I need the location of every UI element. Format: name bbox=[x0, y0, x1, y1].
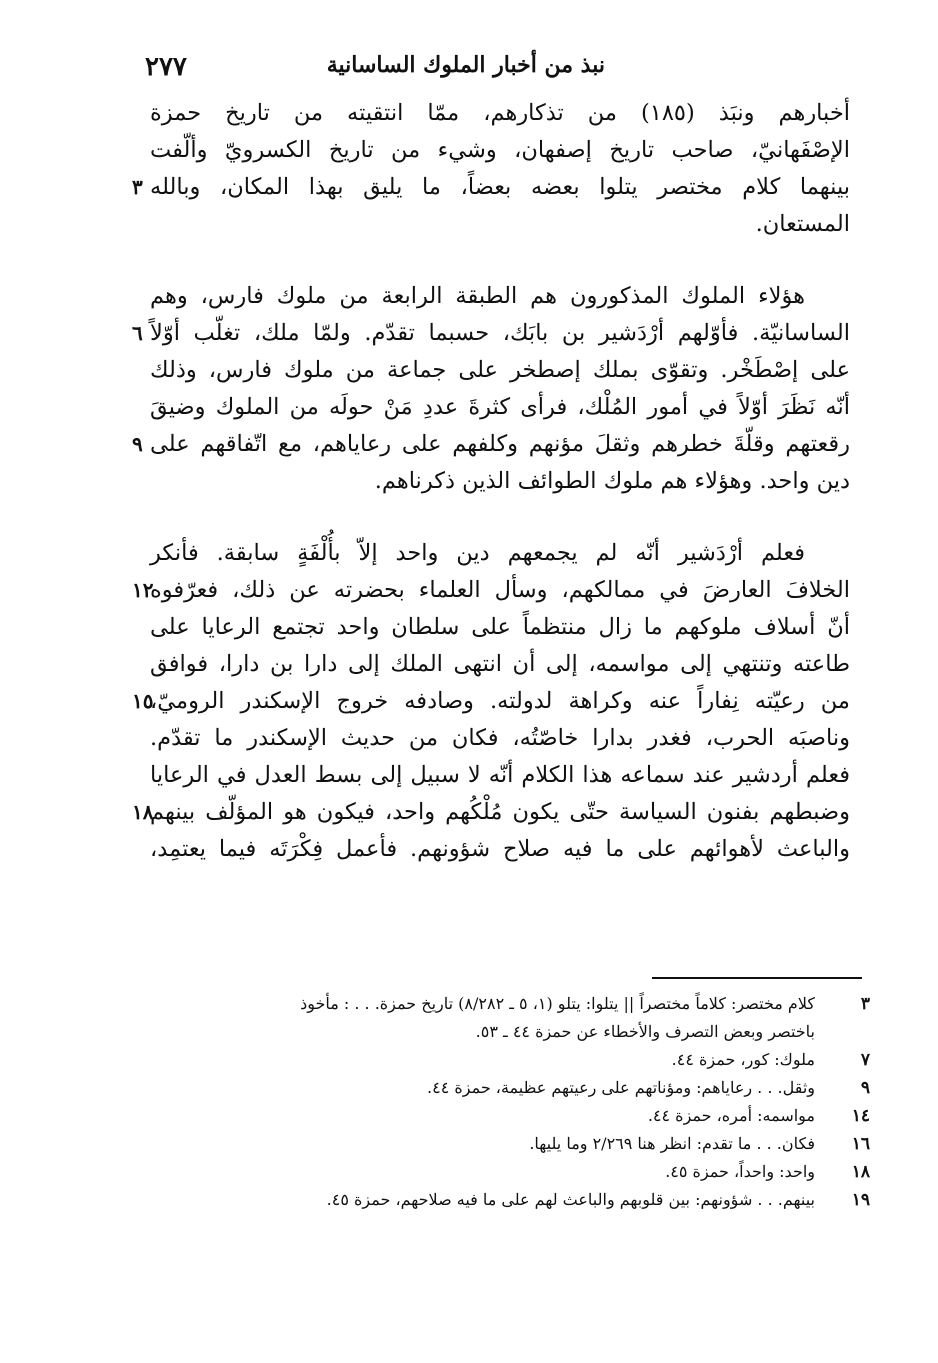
footnote-number: ٩ bbox=[860, 1078, 870, 1098]
text-line: أنّ أسلاف ملوكهم ما زال منتظماً على سلطان واحد تجتمع الرعايا على bbox=[150, 614, 850, 640]
line-number: ١٢ bbox=[132, 578, 154, 602]
text-line: وناصبَه الحرب، فغدر بدارا خاصّتُه، فكان من حديث الإسكندر ما تقدّم. bbox=[150, 725, 850, 751]
footnote-item bbox=[180, 1130, 870, 1158]
footnote-number: ١٩ bbox=[851, 1190, 870, 1210]
footnote-number: ١٤ bbox=[851, 1106, 870, 1126]
footnote-text: فكان. . . ما تقدم: انظر هنا ٢/٢٦٩ وما يليها. bbox=[529, 1134, 815, 1153]
text-line: أخبارهم ونبَذ (١٨٥) من تذكارهم، ممّا انتقيته من تاريخ حمزة bbox=[150, 100, 850, 126]
text-line: بينهما كلام مختصر يتلوا بعضه بعضاً، ما يليق بهذا المكان، وبالله ٣ bbox=[150, 169, 850, 206]
line-number: ٩ bbox=[132, 432, 143, 456]
running-title: نبذ من أخبار الملوك الساسانية bbox=[326, 52, 605, 78]
footnote-text: بينهم. . . شؤونهم: بين قلوبهم والباعث لهم على ما فيه صلاحهم، حمزة ٤٥. bbox=[326, 1190, 815, 1209]
text-line: دين واحد. وهؤلاء هم ملوك الطوائف الذين ذكرناهم. bbox=[374, 468, 850, 494]
line-number: ٣ bbox=[132, 175, 143, 199]
page-header bbox=[145, 52, 865, 92]
line-number: ١٥ bbox=[132, 689, 154, 713]
text-line: المستعان. bbox=[755, 211, 850, 237]
footnote-divider bbox=[652, 977, 862, 979]
footnote-number: ١٦ bbox=[851, 1134, 870, 1154]
footnote-text: وثقل. . . رعاياهم: ومؤناتهم على رعيتهم عظيمة، حمزة ٤٤. bbox=[427, 1078, 815, 1097]
footnote-item bbox=[180, 1102, 870, 1130]
text-line: رقعتهم وقلّةَ خطرهم وثقلَ مؤنهم وكلفهم على رعاياهم، مع اتّفاقهم على ٩ bbox=[150, 426, 850, 463]
footnote-item bbox=[180, 1158, 870, 1186]
footnote-text: واحد: واحداً، حمزة ٤٥. bbox=[665, 1162, 815, 1181]
paragraph bbox=[132, 278, 850, 500]
footnote-continuation: باختصر وبعض التصرف والأخطاء عن حمزة ٤٤ ـ ٥٣. bbox=[475, 1022, 815, 1041]
text-line: على إصْطَخْر. وتقوّى بملك إصطخر على جماعة من ملوك فارس، وذلك bbox=[150, 357, 850, 383]
line-number: ١٨ bbox=[132, 800, 154, 824]
text-line: من رعيّته نِفاراً عنه وكراهة لدولته. وصادفه خروج الإسكندر الروميّ، ١٥ bbox=[150, 683, 850, 720]
text-line: الإصْفَهانيّ، صاحب تاريخ إصفهان، وشيء من تاريخ الكسرويّ وألّفت bbox=[150, 137, 850, 163]
footnote-text: ملوك: كور، حمزة ٤٤. bbox=[671, 1050, 815, 1069]
text-line: طاعته وتنتهي إلى مواسمه، إلى أن انتهى الملك إلى دارا بن دارا، فوافق bbox=[150, 651, 850, 677]
text-line: الخلافَ العارضَ في ممالكهم، وسأل العلماء بحضرته عن ذلك، فعرّفوه ١٢ bbox=[150, 572, 850, 609]
main-text bbox=[132, 95, 850, 868]
text-line: فعلم أرْدَشير أنّه لم يجمعهم دين واحد إلاّ بأُلْفَةٍ سابقة. فأنكر bbox=[150, 540, 805, 566]
text-line: هؤلاء الملوك المذكورون هم الطبقة الرابعة من ملوك فارس، وهم bbox=[150, 283, 805, 309]
footnote-text: مواسمه: أمره، حمزة ٤٤. bbox=[647, 1106, 815, 1125]
footnote-item bbox=[180, 1186, 870, 1214]
footnote-number: ٧ bbox=[860, 1050, 870, 1070]
footnote-number: ٣ bbox=[860, 994, 870, 1014]
footnote-item bbox=[180, 1074, 870, 1102]
page-number: ٢٧٧ bbox=[145, 52, 187, 82]
text-line: أنّه نَظَرَ أوّلاً في أمور المُلْك، فرأى كثرةَ عددِ مَنْ حولَه من الملوك وضيقَ bbox=[150, 394, 850, 420]
footnote-item bbox=[180, 1046, 870, 1074]
footnote-number: ١٨ bbox=[851, 1162, 870, 1182]
paragraph bbox=[132, 95, 850, 243]
text-line: الساسانيّة. فأوّلهم أرْدَشير بن بابَك، حسبما تقدّم. ولمّا ملك، تغلّب أوّلاً ٦ bbox=[150, 315, 850, 352]
footnotes bbox=[180, 990, 870, 1214]
footnote-item bbox=[180, 990, 870, 1046]
line-number: ٦ bbox=[132, 321, 143, 345]
paragraph bbox=[132, 535, 850, 868]
text-line: فعلم أردشير عند سماعه هذا الكلام أنّه لا سبيل إلى بسط العدل في الرعايا bbox=[150, 762, 850, 788]
text-line: والباعث لأهوائهم على ما فيه صلاح شؤونهم. فأعمل فِكْرَتَه فيما يعتمِد، bbox=[150, 836, 850, 862]
text-line: وضبطهم بفنون السياسة حتّى يكون مُلْكُهم واحد، فيكون هو المؤلّف بينهم ١٨ bbox=[150, 794, 850, 831]
footnote-text: كلام مختصر: كلاماً مختصراً || يتلوا: يتلو (١، ٥ ـ ٨/٢٨٢) تاريخ حمزة. . . : مأخوذ bbox=[300, 994, 815, 1013]
